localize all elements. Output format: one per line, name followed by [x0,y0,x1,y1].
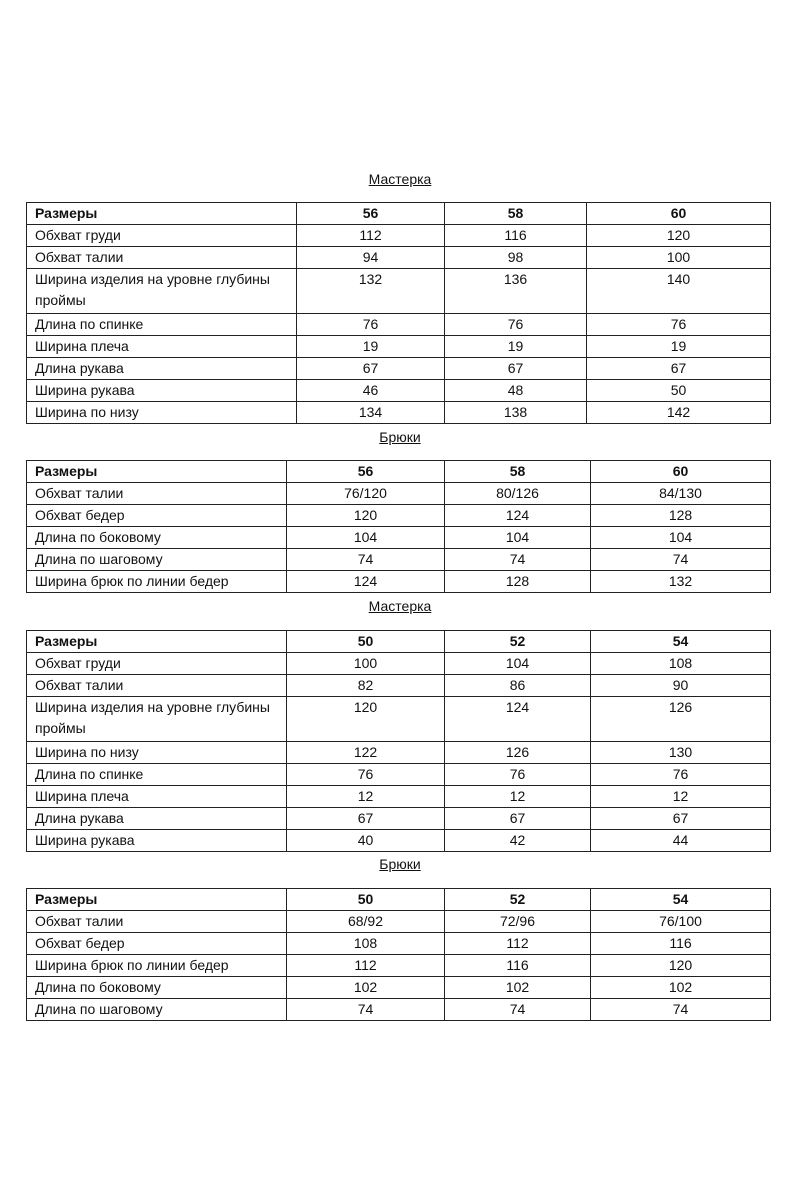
table-row [27,527,771,549]
measurement-value-cell: 104 [591,527,771,549]
measurement-value-cell: 126 [591,697,771,742]
measurement-name-cell: Длина по боковому [27,527,287,549]
measurement-value-cell: 108 [287,933,445,955]
measurement-value-cell: 76 [297,314,445,336]
measurement-name-cell: Обхват талии [27,675,287,697]
measurement-value-cell: 112 [297,225,445,247]
table-row [27,483,771,505]
measurement-value-cell: 72/96 [445,911,591,933]
measurement-value-cell: 67 [591,808,771,830]
table-row [27,549,771,571]
measurement-value-cell: 67 [445,808,591,830]
size-header-cell: 54 [591,631,771,653]
table-header-row [27,631,771,653]
measurement-name-cell: Ширина плеча [27,786,287,808]
measurement-value-cell: 68/92 [287,911,445,933]
measurement-value-cell: 50 [587,380,771,402]
measurement-value-cell: 116 [591,933,771,955]
measurement-value-cell: 74 [445,549,591,571]
size-header-cell: 52 [445,631,591,653]
measurement-value-cell: 12 [287,786,445,808]
table-title: Мастерка [368,598,432,614]
measurement-name-cell: Длина рукава [27,808,287,830]
measurement-name-cell: Обхват талии [27,911,287,933]
measurement-name-cell: Длина по спинке [27,314,297,336]
header-label-cell: Размеры [27,631,287,653]
size-header-cell: 58 [445,461,591,483]
measurement-name-cell: Ширина рукава [27,830,287,852]
table-row [27,380,771,402]
measurement-name-cell: Длина рукава [27,358,297,380]
measurement-value-cell: 82 [287,675,445,697]
measurement-name-cell: Ширина по низу [27,402,297,424]
measurement-value-cell: 48 [445,380,587,402]
measurement-value-cell: 100 [287,653,445,675]
measurement-value-cell: 76 [591,764,771,786]
size-table-jacket-56-60 [26,202,771,424]
table-row [27,675,771,697]
table-row [27,808,771,830]
table-header-row [27,889,771,911]
measurement-value-cell: 102 [287,977,445,999]
measurement-name-cell: Обхват бедер [27,505,287,527]
table-row [27,402,771,424]
measurement-value-cell: 19 [445,336,587,358]
measurement-value-cell: 12 [445,786,591,808]
measurement-value-cell: 120 [287,505,445,527]
table-row [27,336,771,358]
header-label-cell: Размеры [27,889,287,911]
measurement-value-cell: 76 [445,764,591,786]
measurement-value-cell: 102 [445,977,591,999]
size-header-cell: 50 [287,889,445,911]
measurement-value-cell: 104 [287,527,445,549]
measurement-value-cell: 19 [297,336,445,358]
measurement-value-cell: 98 [445,247,587,269]
measurement-value-cell: 67 [297,358,445,380]
measurement-value-cell: 86 [445,675,591,697]
table-title: Брюки [379,429,421,445]
table-row [27,247,771,269]
header-label-cell: Размеры [27,203,297,225]
measurement-value-cell: 138 [445,402,587,424]
measurement-value-cell: 44 [591,830,771,852]
size-header-cell: 56 [297,203,445,225]
table-row [27,697,771,742]
table-row [27,764,771,786]
size-header-cell: 50 [287,631,445,653]
measurement-value-cell: 94 [297,247,445,269]
size-table-trousers-50-54 [26,888,771,1021]
measurement-value-cell: 90 [591,675,771,697]
measurement-value-cell: 76 [287,764,445,786]
measurement-name-cell: Обхват талии [27,247,297,269]
measurement-name-cell: Ширина брюк по линии бедер [27,955,287,977]
measurement-value-cell: 76 [445,314,587,336]
measurement-value-cell: 124 [445,505,591,527]
measurement-value-cell: 74 [445,999,591,1021]
measurement-value-cell: 132 [297,269,445,314]
table-row [27,933,771,955]
measurement-value-cell: 84/130 [591,483,771,505]
measurement-name-cell: Ширина изделия на уровне глубины проймы [27,697,287,742]
measurement-name-cell: Длина по шаговому [27,999,287,1021]
measurement-value-cell: 122 [287,742,445,764]
measurement-value-cell: 100 [587,247,771,269]
measurement-name-cell: Длина по спинке [27,764,287,786]
measurement-value-cell: 40 [287,830,445,852]
size-table-trousers-56-60 [26,460,771,593]
measurement-value-cell: 74 [591,999,771,1021]
header-label-cell: Размеры [27,461,287,483]
table-row [27,571,771,593]
measurement-value-cell: 112 [287,955,445,977]
measurement-value-cell: 12 [591,786,771,808]
measurement-value-cell: 102 [591,977,771,999]
measurement-name-cell: Ширина брюк по линии бедер [27,571,287,593]
measurement-value-cell: 128 [591,505,771,527]
measurement-value-cell: 76/120 [287,483,445,505]
measurement-name-cell: Ширина плеча [27,336,297,358]
measurement-value-cell: 80/126 [445,483,591,505]
table-header-row [27,461,771,483]
table-row [27,225,771,247]
measurement-name-cell: Ширина по низу [27,742,287,764]
measurement-value-cell: 67 [587,358,771,380]
size-header-cell: 60 [591,461,771,483]
table-row [27,505,771,527]
size-header-cell: 56 [287,461,445,483]
measurement-name-cell: Обхват груди [27,653,287,675]
table-row [27,314,771,336]
measurement-value-cell: 120 [287,697,445,742]
measurement-value-cell: 19 [587,336,771,358]
measurement-value-cell: 136 [445,269,587,314]
measurement-value-cell: 126 [445,742,591,764]
table-header-row [27,203,771,225]
measurement-value-cell: 120 [587,225,771,247]
table-row [27,911,771,933]
measurement-value-cell: 76/100 [591,911,771,933]
measurement-name-cell: Обхват талии [27,483,287,505]
measurement-value-cell: 128 [445,571,591,593]
measurement-value-cell: 74 [591,549,771,571]
measurement-value-cell: 42 [445,830,591,852]
measurement-value-cell: 104 [445,653,591,675]
measurement-name-cell: Ширина рукава [27,380,297,402]
measurement-value-cell: 134 [297,402,445,424]
measurement-value-cell: 74 [287,549,445,571]
table-row [27,955,771,977]
size-header-cell: 52 [445,889,591,911]
table-title: Брюки [379,856,421,872]
measurement-value-cell: 108 [591,653,771,675]
size-header-cell: 60 [587,203,771,225]
measurement-name-cell: Длина по боковому [27,977,287,999]
measurement-name-cell: Обхват груди [27,225,297,247]
measurement-value-cell: 130 [591,742,771,764]
measurement-value-cell: 116 [445,955,591,977]
table-title: Мастерка [368,171,432,187]
table-row [27,269,771,314]
measurement-value-cell: 140 [587,269,771,314]
measurement-value-cell: 46 [297,380,445,402]
measurement-value-cell: 124 [287,571,445,593]
measurement-value-cell: 132 [591,571,771,593]
measurement-value-cell: 142 [587,402,771,424]
size-header-cell: 54 [591,889,771,911]
table-row [27,977,771,999]
table-row [27,786,771,808]
measurement-name-cell: Длина по шаговому [27,549,287,571]
measurement-value-cell: 74 [287,999,445,1021]
size-header-cell: 58 [445,203,587,225]
table-row [27,742,771,764]
measurement-value-cell: 104 [445,527,591,549]
measurement-value-cell: 76 [587,314,771,336]
measurement-name-cell: Обхват бедер [27,933,287,955]
measurement-value-cell: 120 [591,955,771,977]
measurement-value-cell: 116 [445,225,587,247]
measurement-value-cell: 112 [445,933,591,955]
table-row [27,830,771,852]
table-row [27,653,771,675]
table-row [27,358,771,380]
measurement-name-cell: Ширина изделия на уровне глубины проймы [27,269,297,314]
measurement-value-cell: 67 [445,358,587,380]
measurement-value-cell: 67 [287,808,445,830]
size-table-jacket-50-54 [26,630,771,852]
table-row [27,999,771,1021]
measurement-value-cell: 124 [445,697,591,742]
